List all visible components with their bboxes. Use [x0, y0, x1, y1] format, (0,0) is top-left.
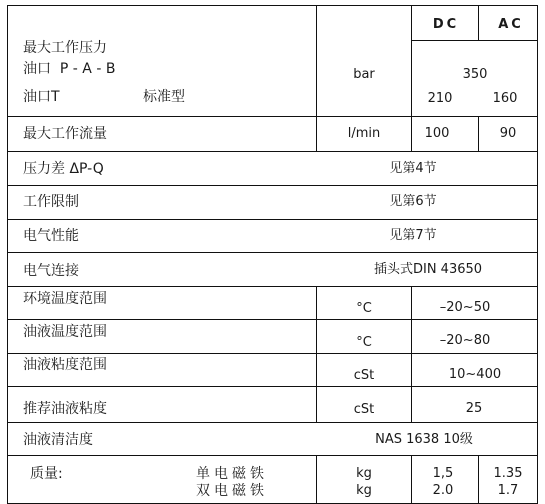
mass-single-ac-value: 1.35	[493, 466, 523, 481]
dc-ac-divider	[478, 5, 479, 41]
row-divider	[7, 422, 538, 423]
flow-unit: l/min	[347, 126, 381, 141]
viscosity-recommended-unit: cSt	[353, 402, 375, 417]
work-limits-label: 工作限制	[23, 194, 79, 210]
dc-ac-divider	[478, 455, 479, 504]
header-ac: AC	[498, 17, 524, 32]
mass-double-solenoid-label: 双电磁铁	[196, 483, 268, 499]
value-column-divider	[411, 286, 412, 423]
viscosity-range-label: 油液粘度范围	[23, 357, 107, 373]
pressure-t-ac-value: 160	[492, 91, 518, 106]
cleanliness-value: NAS 1638 10级	[375, 432, 473, 447]
unit-column-divider	[316, 5, 317, 152]
row-divider	[7, 116, 538, 117]
row-divider	[7, 455, 538, 456]
fluid-temp-value: –20~80	[439, 333, 491, 348]
viscosity-range-unit: cSt	[353, 368, 375, 383]
mass-single-dc-value: 1,5	[432, 466, 454, 481]
mass-unit-double: kg	[356, 483, 372, 498]
electrical-conn-label: 电气连接	[23, 263, 79, 279]
table-header-divider	[411, 40, 538, 41]
pressure-diff-value: 见第4节	[389, 161, 437, 176]
ambient-temp-unit: °C	[356, 301, 372, 316]
table-border-right	[537, 5, 538, 504]
pressure-t-dc-value: 210	[427, 91, 453, 106]
mass-unit-single: kg	[356, 466, 372, 481]
value-column-divider	[411, 455, 412, 504]
pressure-unit: bar	[353, 67, 375, 82]
table-border-top	[7, 5, 538, 6]
value-column-divider	[411, 5, 412, 152]
row-divider	[7, 386, 538, 387]
ambient-temp-label: 环境温度范围	[23, 291, 107, 307]
row-divider	[7, 286, 538, 287]
cleanliness-label: 油液清洁度	[23, 432, 93, 448]
unit-column-divider	[316, 455, 317, 504]
mass-double-dc-value: 2.0	[432, 483, 454, 498]
viscosity-range-value: 10~400	[448, 367, 502, 382]
row-divider	[7, 151, 538, 152]
max-pressure-label: 最大工作压力	[23, 40, 107, 56]
pressure-pab-value: 350	[462, 67, 488, 82]
viscosity-recommended-value: 25	[465, 401, 483, 416]
flow-ac-value: 90	[499, 126, 517, 141]
mass-double-ac-value: 1.7	[497, 483, 519, 498]
header-dc: DC	[432, 17, 460, 32]
table-border-left	[7, 5, 8, 504]
unit-column-divider	[316, 286, 317, 423]
pressure-diff-label: 压力差 ΔP-Q	[23, 161, 104, 177]
row-divider	[7, 185, 538, 186]
mass-single-solenoid-label: 单电磁铁	[196, 466, 268, 482]
fluid-temp-unit: °C	[356, 335, 372, 350]
work-limits-value: 见第6节	[389, 194, 437, 209]
port-t-type: 标准型	[143, 89, 185, 105]
electrical-perf-label: 电气性能	[23, 228, 79, 244]
max-flow-label: 最大工作流量	[23, 126, 107, 142]
row-divider	[7, 353, 538, 354]
row-divider	[7, 252, 538, 253]
mass-label: 质量:	[30, 466, 63, 482]
electrical-conn-value: 插头式DIN 43650	[373, 262, 483, 277]
viscosity-recommended-label: 推荐油液粘度	[23, 401, 107, 417]
flow-dc-value: 100	[424, 126, 450, 141]
ports-pab-label: 油口 P - A - B	[23, 61, 116, 77]
row-divider	[7, 319, 538, 320]
electrical-perf-value: 见第7节	[389, 228, 437, 243]
dc-ac-divider	[478, 116, 479, 152]
fluid-temp-label: 油液温度范围	[23, 324, 107, 340]
row-divider	[7, 219, 538, 220]
port-t-label: 油口T	[23, 89, 60, 105]
ambient-temp-value: –20~50	[439, 300, 491, 315]
